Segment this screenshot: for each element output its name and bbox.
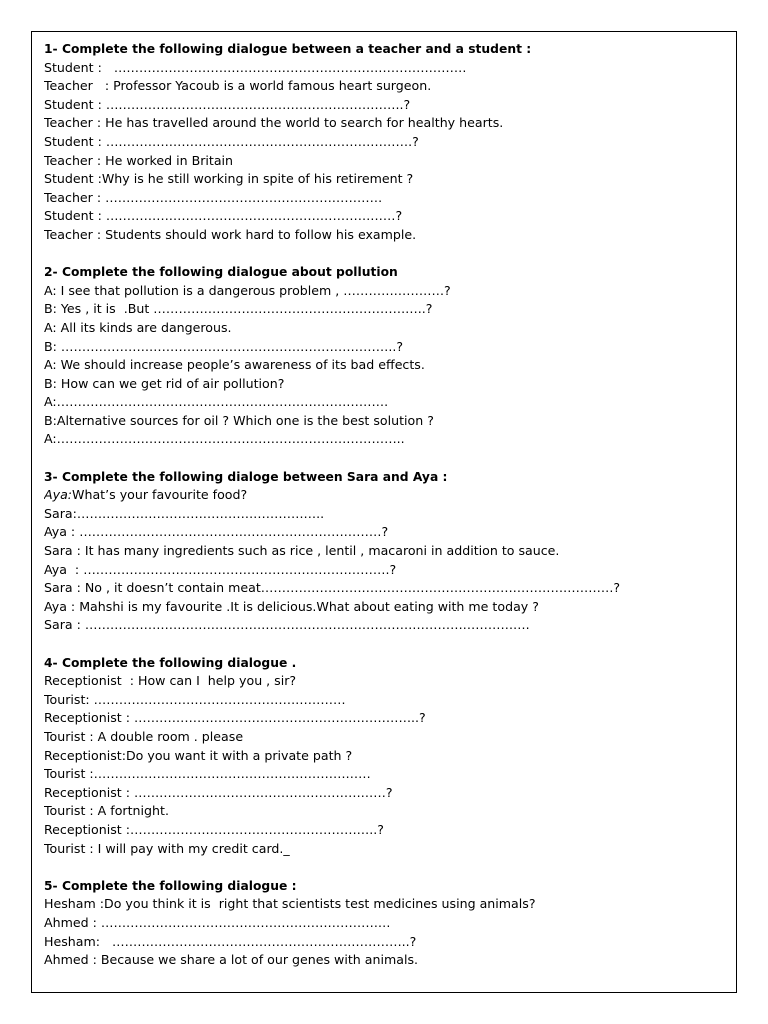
dialogue-text: Do you want it with a private path ? [125, 747, 353, 763]
speaker-label: Tourist : [44, 840, 98, 856]
dialogue-text: Yes , it is .But ………………………………………………………..? [60, 301, 433, 317]
answer-blank: ……………………………………………………………..? [105, 96, 411, 112]
speaker-label: Student : [44, 208, 106, 224]
dialogue-line [44, 356, 724, 375]
dialogue-text: Mahshi is my favourite .It is delicious.What about eating with me today ? [79, 598, 539, 614]
speaker-label: B: [44, 375, 61, 391]
speaker-label: B: [44, 338, 61, 354]
dialogue-line [44, 300, 724, 319]
dialogue-line [44, 951, 724, 970]
speaker-label: Teacher : [44, 226, 106, 242]
answer-blank: ……………………………………………………………………………………………. [84, 617, 530, 633]
exercise-section [44, 263, 724, 449]
exercise-heading: 4- Complete the following dialogue . [44, 655, 297, 670]
speaker-label: Receptionist : [44, 784, 134, 800]
dialogue-text: Because we share a lot of our genes with animals. [100, 952, 419, 968]
dialogue-line [44, 691, 724, 710]
answer-blank: ………………………………………………………… [105, 189, 383, 205]
dialogue-line [44, 226, 724, 245]
dialogue-line [44, 598, 724, 617]
dialogue-text: How can I help you , sir? [137, 673, 297, 689]
answer-blank: …………………………………………………… [93, 691, 346, 707]
dialogue-text: I will pay with my credit card._ [97, 840, 290, 856]
speaker-label: A: [44, 319, 61, 335]
dialogue-line [44, 616, 724, 635]
dialogue-line [44, 709, 724, 728]
dialogue-line [44, 933, 724, 952]
dialogue-line [44, 914, 724, 933]
dialogue-line [44, 672, 724, 691]
speaker-label: Student : [44, 59, 106, 75]
answer-blank: ………………………………………………….. [76, 505, 325, 521]
dialogue-text: A double room . please [97, 728, 244, 744]
exercise-heading: 1- Complete the following dialogue between a teacher and a student : [44, 42, 532, 56]
speaker-label: A: [44, 431, 57, 447]
speaker-label: Hesham: [44, 933, 112, 949]
answer-blank: ………………………………………………………………………… [105, 59, 467, 75]
dialogue-line [44, 840, 724, 859]
dialogue-text: Why is he still working in spite of his retirement ? [101, 171, 414, 187]
exercise-heading: 5- Complete the following dialogue : [44, 878, 297, 893]
dialogue-line [44, 114, 724, 133]
dialogue-line [44, 765, 724, 784]
dialogue-line [44, 430, 724, 449]
speaker-label: Sara : [44, 617, 85, 633]
speaker-label: Teacher : [44, 189, 106, 205]
speaker-label: Sara: [44, 505, 77, 521]
answer-blank: ……………………………………………………………..? [112, 933, 417, 949]
dialogue-text: Do you think it is right that scientists test medicines using animals? [104, 896, 536, 912]
dialogue-line [44, 77, 724, 96]
speaker-label: Teacher [44, 78, 93, 94]
speaker-label: B: [44, 301, 61, 317]
dialogue-text: All its kinds are dangerous. [60, 319, 232, 335]
speaker-label: Tourist : [44, 766, 94, 782]
dialogue-line [44, 412, 724, 431]
dialogue-line [44, 542, 724, 561]
speaker-label: Tourist : [44, 803, 98, 819]
dialogue-line [44, 338, 724, 357]
dialogue-text: We should increase people’s awareness of its bad effects. [60, 357, 425, 373]
speaker-label: Aya : [44, 598, 80, 614]
dialogue-line [44, 821, 724, 840]
dialogue-line [44, 505, 724, 524]
answer-blank: ………………………………………………………………? [79, 524, 389, 540]
answer-blank: ……………………………………………………………? [105, 208, 403, 224]
dialogue-text: He worked in Britain [105, 152, 234, 168]
answer-blank: ……………………………………………………………………..? [60, 338, 404, 354]
answer-blank: ……………………………………………………? [133, 784, 393, 800]
dialogue-text: : Professor Yacoub is a world famous heart surgeon. [92, 78, 432, 94]
dialogue-line [44, 728, 724, 747]
exercise-heading: 3- Complete the following dialoge between Sara and Aya : [44, 469, 448, 484]
worksheet-content [44, 40, 724, 970]
speaker-label: Receptionist: [44, 747, 126, 763]
answer-blank: ……………………………………………………………………. [56, 394, 389, 410]
speaker-label: Student : [44, 96, 106, 112]
dialogue-text: Alternative sources for oil ? Which one is the best solution ? [56, 412, 434, 428]
dialogue-line [44, 133, 724, 152]
exercise-section [44, 468, 724, 635]
answer-blank: …………………………………………………………..? [133, 710, 426, 726]
dialogue-line [44, 784, 724, 803]
speaker-label: Teacher : [44, 152, 106, 168]
dialogue-line [44, 189, 724, 208]
dialogue-text: A fortnight. [97, 803, 169, 819]
exercise-section [44, 40, 724, 245]
dialogue-line [44, 282, 724, 301]
speaker-label: A: [44, 394, 57, 410]
dialogue-line [44, 561, 724, 580]
speaker-label: Receptionist : [44, 710, 134, 726]
dialogue-line [44, 170, 724, 189]
exercise-heading: 2- Complete the following dialogue about pollution [44, 265, 398, 280]
speaker-label: Sara : [44, 580, 85, 596]
speaker-label: Ahmed : [44, 952, 101, 968]
dialogue-line [44, 207, 724, 226]
speaker-label: Student : [44, 133, 106, 149]
dialogue-line [44, 59, 724, 78]
dialogue-line [44, 375, 724, 394]
answer-blank: …………………………………………………………… [100, 914, 391, 930]
speaker-label: Hesham : [44, 896, 104, 912]
dialogue-text: How can we get rid of air pollution? [60, 375, 285, 391]
speaker-label: Aya : [44, 561, 84, 577]
speaker-label: A: [44, 282, 61, 298]
dialogue-text: What’s your favourite food? [72, 487, 248, 503]
dialogue-text: No , it doesn’t contain meat…………………………………………………………………………? [84, 580, 621, 596]
answer-blank: …………………………………………………..? [129, 821, 384, 837]
exercise-section [44, 654, 724, 859]
dialogue-line [44, 802, 724, 821]
dialogue-text: It has many ingredients such as rice , lentil , macaroni in addition to sauce. [84, 543, 560, 559]
dialogue-line [44, 579, 724, 598]
answer-blank: ……………………………………………………………….? [83, 561, 397, 577]
answer-blank: ……………………………………………………………………….. [56, 431, 405, 447]
dialogue-line [44, 96, 724, 115]
speaker-label: Ahmed : [44, 914, 101, 930]
speaker-label: Receptionist : [44, 673, 138, 689]
speaker-label: Tourist : [44, 728, 98, 744]
dialogue-line [44, 393, 724, 412]
speaker-label: Teacher : [44, 115, 106, 131]
dialogue-line [44, 895, 724, 914]
speaker-label: Receptionist : [44, 821, 130, 837]
dialogue-text: I see that pollution is a dangerous problem , ……………………? [60, 282, 451, 298]
dialogue-line [44, 152, 724, 171]
speaker-label: Aya: [44, 487, 73, 503]
exercise-section [44, 877, 724, 970]
speaker-label: A: [44, 357, 61, 373]
dialogue-line [44, 486, 724, 505]
speaker-label: Sara : [44, 543, 85, 559]
dialogue-line [44, 523, 724, 542]
dialogue-line [44, 747, 724, 766]
answer-blank: ……………………………………………………………….? [105, 133, 419, 149]
speaker-label: Student : [44, 171, 102, 187]
speaker-label: Aya : [44, 524, 80, 540]
answer-blank: ………………………………………………………… [93, 766, 371, 782]
dialogue-text: Students should work hard to follow his example. [105, 226, 417, 242]
dialogue-text: He has travelled around the world to search for healthy hearts. [105, 115, 504, 131]
speaker-label: B: [44, 412, 57, 428]
dialogue-line [44, 319, 724, 338]
speaker-label: Tourist: [44, 691, 94, 707]
